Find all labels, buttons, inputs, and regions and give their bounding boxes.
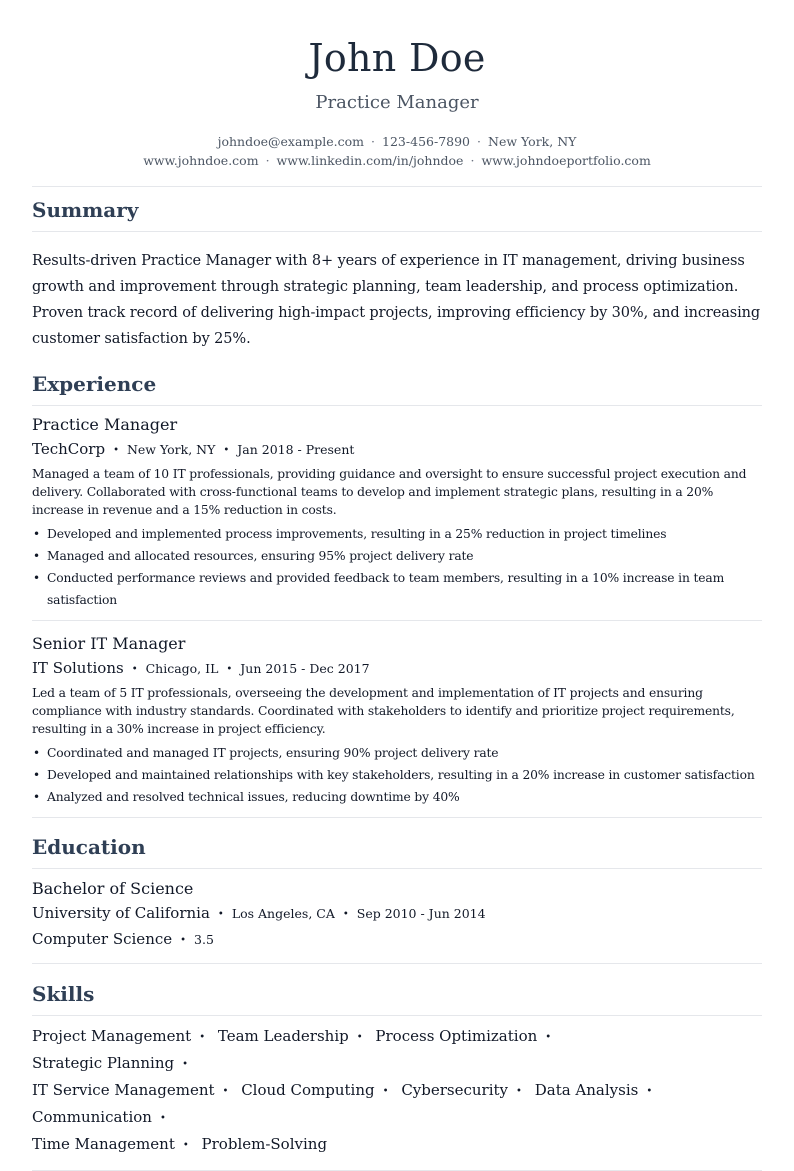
skill-item: Cybersecurity xyxy=(401,1081,509,1099)
education-entry xyxy=(32,878,762,952)
list-item: • Developed and maintained relationships with key stakeholders, resulting in a 20% increase in customer satisfaction xyxy=(32,764,762,786)
education-dates: Sep 2010 - Jun 2014 xyxy=(356,906,486,921)
meta-dot: • xyxy=(342,909,349,920)
skill-item: Data Analysis xyxy=(534,1081,639,1099)
education-divider xyxy=(32,868,762,869)
school-location: Los Angeles, CA xyxy=(231,906,335,921)
job-description: Led a team of 5 IT professionals, overseeing the development and implementation of IT projects and ensuring compliance with industry standards. Coordinated with stakeholders to identify and prioritize project requirements, resulting in a 30% increase in project efficiency. xyxy=(32,686,735,736)
job-bullets xyxy=(32,523,762,611)
skill-separator: • xyxy=(199,1032,206,1043)
skill-item: Problem-Solving xyxy=(201,1135,328,1153)
education-field-line xyxy=(32,929,762,952)
summary-text: Results-driven Practice Manager with 8+ years of experience in IT management, driving business growth and improvement through strategic planning, team leadership, and process optimization. Proven track record of delivering high-impact projects, improving efficiency by 30%, and increasing customer satisfaction by 25%. xyxy=(32,253,761,347)
job-company: IT Solutions xyxy=(32,659,124,677)
meta-dot: • xyxy=(180,935,187,946)
meta-dot: • xyxy=(113,445,119,456)
job-bullets xyxy=(32,742,762,808)
list-item: • Managed and allocated resources, ensuring 95% project delivery rate xyxy=(32,545,762,567)
job-meta xyxy=(32,439,762,462)
list-item: • Analyzed and resolved technical issues, reducing downtime by 40% xyxy=(32,786,762,808)
contact-separator: · xyxy=(371,134,376,149)
job-location: New York, NY xyxy=(126,442,216,457)
contact-website-link[interactable]: www.johndoe.com xyxy=(143,153,259,168)
candidate-title: Practice Manager xyxy=(315,92,479,113)
experience-entry xyxy=(32,633,762,808)
gpa: 3.5 xyxy=(194,932,214,947)
education-meta xyxy=(32,903,762,926)
summary-heading: Summary xyxy=(32,198,139,222)
skill-item: Project Management xyxy=(32,1027,192,1045)
skill-separator: • xyxy=(159,1113,166,1124)
job-dates: Jan 2018 - Present xyxy=(237,442,355,457)
header-divider xyxy=(32,186,762,187)
job-location: Chicago, IL xyxy=(145,661,219,676)
education-end-divider xyxy=(32,963,762,964)
list-item: • Developed and implemented process improvements, resulting in a 25% reduction in project timelines xyxy=(32,523,762,545)
list-item: • Conducted performance reviews and provided feedback to team members, resulting in a 10% increase in team satisfaction xyxy=(32,567,762,611)
skill-separator: • xyxy=(516,1086,522,1097)
skill-separator: • xyxy=(356,1032,363,1043)
job-dates: Jun 2015 - Dec 2017 xyxy=(240,661,370,676)
meta-dot: • xyxy=(217,909,224,920)
meta-dot: • xyxy=(131,664,138,675)
skill-separator: • xyxy=(182,1059,189,1070)
job-company: TechCorp xyxy=(32,440,106,458)
skill-separator: • xyxy=(222,1086,229,1097)
list-item: • Coordinated and managed IT projects, ensuring 90% project delivery rate xyxy=(32,742,762,764)
contact-portfolio-link[interactable]: www.johndoeportfolio.com xyxy=(481,153,651,168)
contact-location: New York, NY xyxy=(488,134,577,149)
skill-item: Team Leadership xyxy=(217,1027,349,1045)
experience-divider xyxy=(32,405,762,406)
field-of-study: Computer Science xyxy=(32,930,173,948)
job-title: Senior IT Manager xyxy=(32,634,186,653)
skill-item: Strategic Planning xyxy=(32,1054,175,1072)
skills-divider xyxy=(32,1015,762,1016)
skill-item: Process Optimization xyxy=(375,1027,538,1045)
contact-separator: · xyxy=(265,153,270,168)
experience-entry xyxy=(32,414,762,611)
candidate-name: John Doe xyxy=(308,36,486,80)
resume-header xyxy=(32,0,762,170)
skills-heading: Skills xyxy=(32,982,95,1006)
contact-line-primary xyxy=(32,132,762,151)
job-meta xyxy=(32,658,762,681)
contact-separator: · xyxy=(477,134,481,149)
skill-separator: • xyxy=(182,1140,189,1151)
job-divider xyxy=(32,620,762,621)
contact-email[interactable]: johndoe@example.com xyxy=(217,134,365,149)
skill-item: Cloud Computing xyxy=(241,1081,375,1099)
job-divider xyxy=(32,817,762,818)
school-name: University of California xyxy=(32,904,210,922)
contact-line-links xyxy=(32,151,762,170)
skill-separator: • xyxy=(545,1032,552,1043)
job-title: Practice Manager xyxy=(32,415,178,434)
contact-phone[interactable]: 123-456-7890 xyxy=(382,134,471,149)
contact-linkedin-link[interactable]: www.linkedin.com/in/johndoe xyxy=(276,153,464,168)
summary-divider xyxy=(32,231,762,232)
job-description: Managed a team of 10 IT professionals, providing guidance and oversight to ensure successful project execution and delivery. Collaborated with cross-functional teams to develop and implement strategic plans, resulting in a 20% increase in revenue and a 15% reduction in costs. xyxy=(32,467,747,517)
experience-heading: Experience xyxy=(32,372,157,396)
skills-list xyxy=(32,1024,712,1159)
skill-item: IT Service Management xyxy=(32,1081,215,1099)
education-heading: Education xyxy=(32,835,146,859)
meta-dot: • xyxy=(223,445,230,456)
degree: Bachelor of Science xyxy=(32,879,194,898)
skill-separator: • xyxy=(382,1086,389,1097)
skill-separator: • xyxy=(646,1086,653,1097)
skill-item: Communication xyxy=(32,1108,152,1126)
skill-item: Time Management xyxy=(32,1135,175,1153)
meta-dot: • xyxy=(226,664,233,675)
contact-separator: · xyxy=(470,153,475,168)
